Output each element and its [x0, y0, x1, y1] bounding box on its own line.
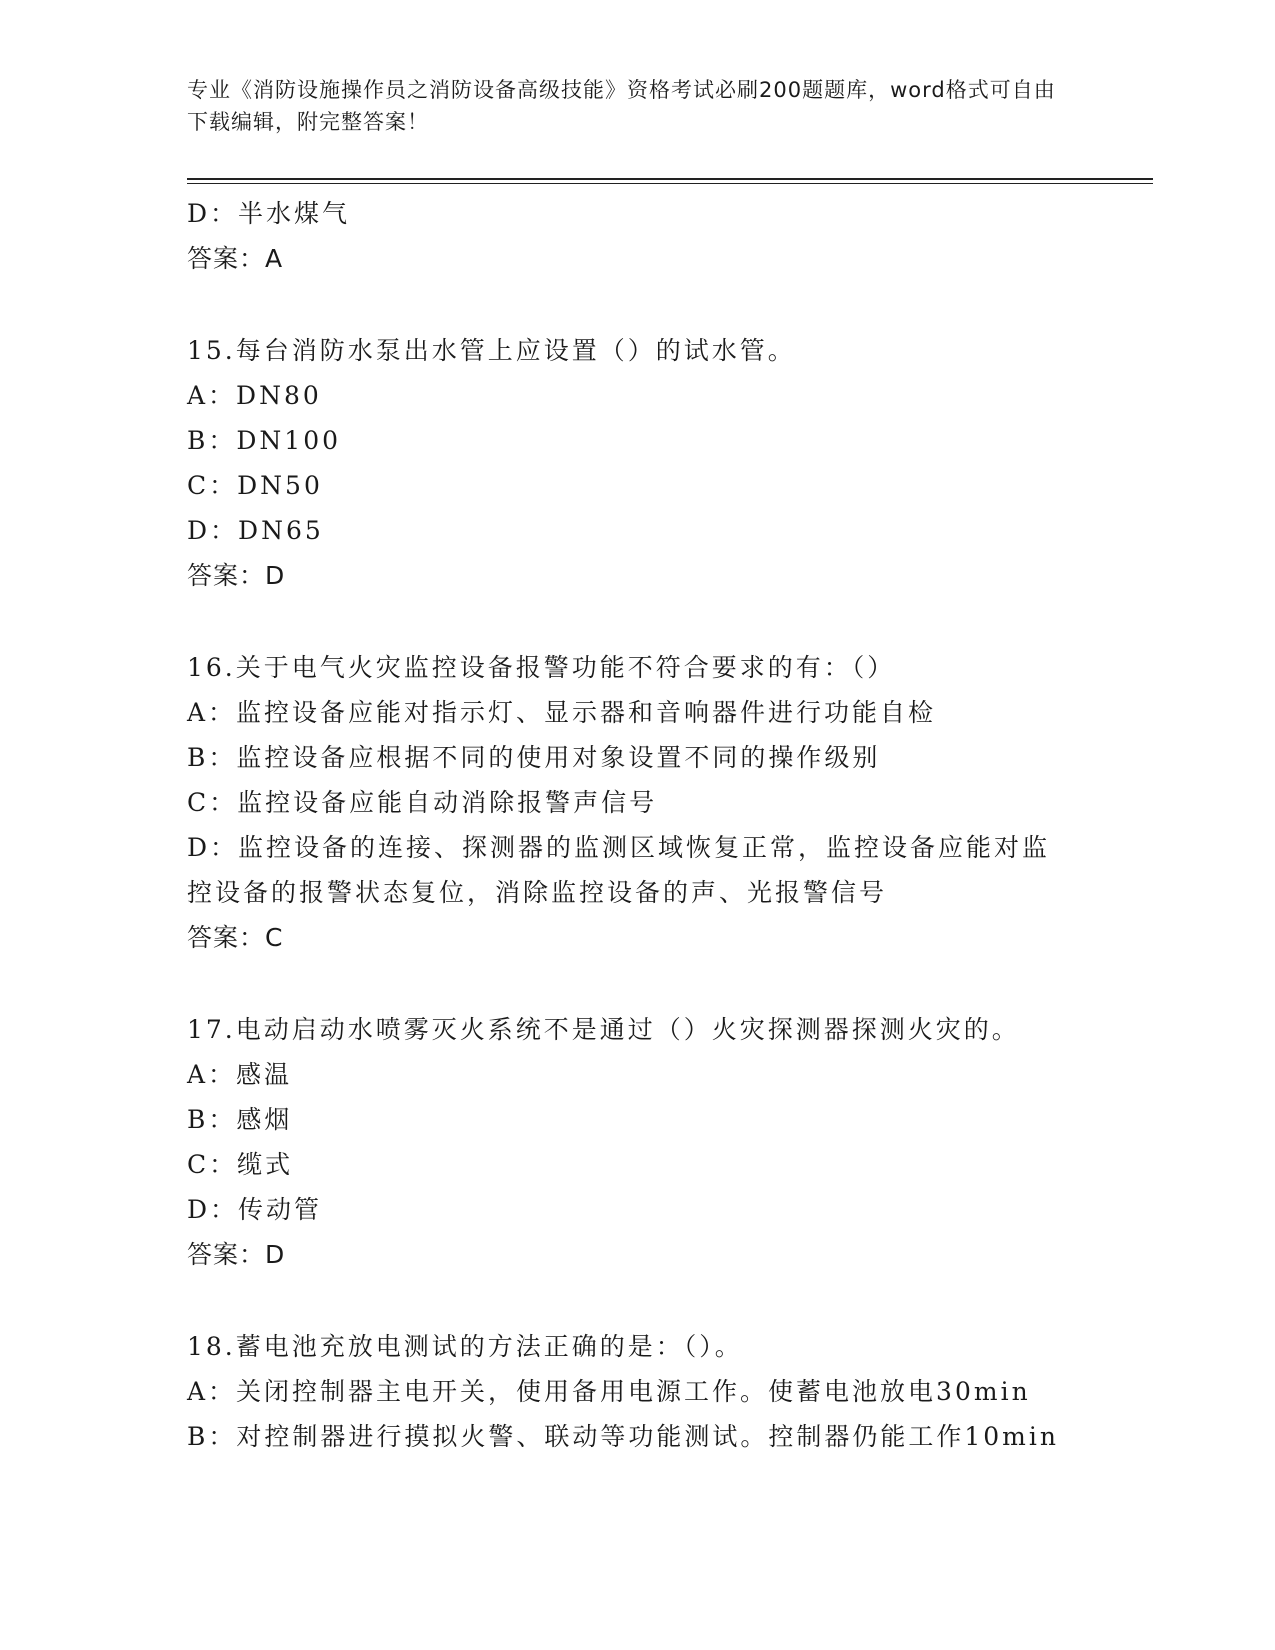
option-b: B：对控制器进行摸拟火警、联动等功能测试。控制器仍能工作10min — [187, 1422, 1059, 1451]
option-c: C：DN50 — [187, 471, 323, 500]
option-b: B：DN100 — [187, 426, 342, 455]
question-stem: 15.每台消防水泵出水管上应设置（）的试水管。 — [187, 336, 796, 365]
option-d: D：监控设备的连接、探测器的监测区域恢复正常，监控设备应能对监控设备的报警状态复位，消除监控设备的声、光报警信号 — [187, 833, 1051, 907]
answer: 答案：D — [187, 561, 286, 590]
question-18 — [187, 1324, 1107, 1459]
question-stem: 16.关于电气火灾监控设备报警功能不符合要求的有：（） — [187, 653, 896, 682]
option-c: C：缆式 — [187, 1150, 294, 1179]
option-c: C：监控设备应能自动消除报警声信号 — [187, 788, 658, 817]
option-a: A：DN80 — [187, 381, 322, 410]
option-d: D：半水煤气 — [187, 199, 351, 228]
option-d: D：传动管 — [187, 1195, 323, 1224]
option-d: D：DN65 — [187, 516, 324, 545]
question-15 — [187, 328, 1107, 598]
option-a: A：监控设备应能对指示灯、显示器和音响器件进行功能自检 — [187, 698, 937, 727]
question-stem: 17.电动启动水喷雾灭火系统不是通过（）火灾探测器探测火灾的。 — [187, 1015, 1020, 1044]
question-fragment — [187, 191, 1107, 281]
option-a: A：关闭控制器主电开关，使用备用电源工作。使蓄电池放电30min — [187, 1377, 1031, 1406]
option-b: B：感烟 — [187, 1105, 293, 1134]
question-16 — [187, 645, 1107, 960]
answer: 答案：A — [187, 244, 284, 273]
header-divider — [187, 178, 1153, 180]
page-header: 专业《消防设施操作员之消防设备高级技能》资格考试必刷200题题库，word格式可自由下载编辑，附完整答案！ — [187, 78, 1056, 134]
header-divider-thin — [187, 183, 1153, 184]
document-body — [187, 191, 1107, 1459]
question-17 — [187, 1007, 1107, 1277]
option-a: A：感温 — [187, 1060, 293, 1089]
answer: 答案：D — [187, 1240, 286, 1269]
answer: 答案：C — [187, 923, 284, 952]
question-stem: 18.蓄电池充放电测试的方法正确的是：（）。 — [187, 1332, 743, 1361]
option-b: B：监控设备应根据不同的使用对象设置不同的操作级别 — [187, 743, 881, 772]
